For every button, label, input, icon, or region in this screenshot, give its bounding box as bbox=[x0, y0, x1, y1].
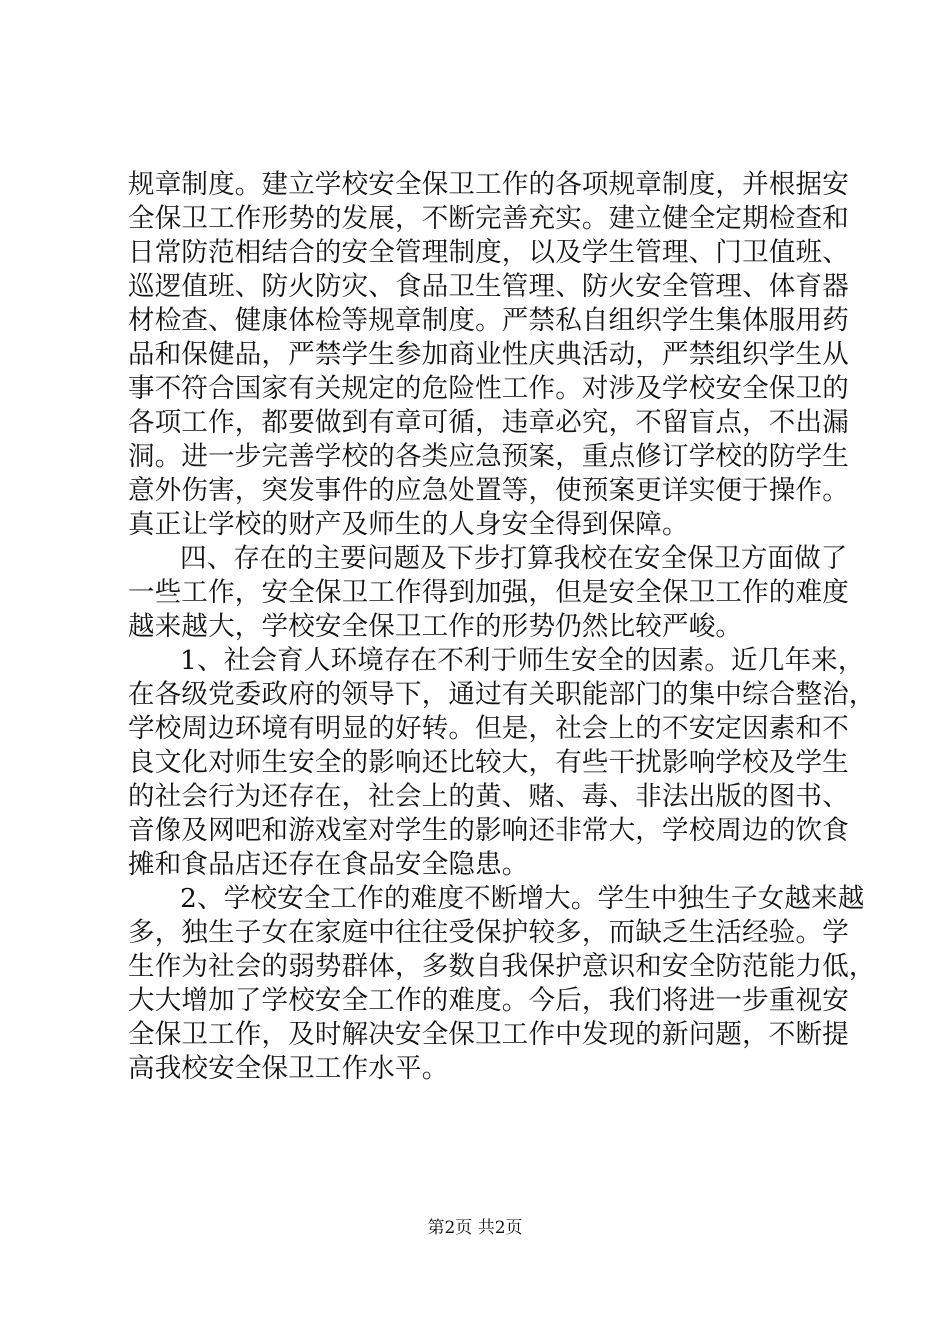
text-line: 多，独生子女在家庭中往往受保护较多，而缺乏生活经验。学 bbox=[128, 917, 849, 948]
text-line: 良文化对师生安全的影响还比较大，有些干扰影响学校及学生 bbox=[128, 747, 849, 778]
text-line: 全保卫工作形势的发展，不断完善充实。建立健全定期检查和 bbox=[128, 203, 849, 234]
text-line: 生作为社会的弱势群体，多数自我保护意识和安全防范能力低， bbox=[128, 951, 876, 982]
text-line: 意外伤害，突发事件的应急处置等，使预案更详实便于操作。 bbox=[128, 475, 849, 506]
text-line: 巡逻值班、防火防灾、食品卫生管理、防火安全管理、体育器 bbox=[128, 271, 849, 302]
text-line: 全保卫工作，及时解决安全保卫工作中发现的新问题，不断提 bbox=[128, 1019, 849, 1050]
text-line: 大大增加了学校安全工作的难度。今后，我们将进一步重视安 bbox=[128, 985, 849, 1016]
text-line: 在各级党委政府的领导下，通过有关职能部门的集中综合整治， bbox=[128, 679, 876, 710]
text-line: 材检查、健康体检等规章制度。严禁私自组织学生集体服用药 bbox=[128, 305, 849, 336]
text-line: 的社会行为还存在，社会上的黄、赌、毒、非法出版的图书、 bbox=[128, 781, 849, 812]
text-line: 一些工作，安全保卫工作得到加强，但是安全保卫工作的难度 bbox=[128, 577, 849, 608]
text-line: 事不符合国家有关规定的危险性工作。对涉及学校安全保卫的 bbox=[128, 373, 849, 404]
text-line: 日常防范相结合的安全管理制度，以及学生管理、门卫值班、 bbox=[128, 237, 849, 268]
text-line: 真正让学校的财产及师生的人身安全得到保障。 bbox=[128, 509, 689, 540]
text-line: 学校周边环境有明显的好转。但是，社会上的不安定因素和不 bbox=[128, 713, 849, 744]
text-line: 洞。进一步完善学校的各类应急预案，重点修订学校的防学生 bbox=[128, 441, 849, 472]
text-line: 高我校安全保卫工作水平。 bbox=[128, 1053, 449, 1084]
text-line: 规章制度。建立学校安全保卫工作的各项规章制度，并根据安 bbox=[128, 169, 849, 200]
paragraph-first-line: 四、存在的主要问题及下步打算我校在安全保卫方面做了 bbox=[180, 543, 848, 574]
page-number-footer: 第2页 共2页 bbox=[427, 1218, 523, 1238]
text-line: 越来越大，学校安全保卫工作的形势仍然比较严峻。 bbox=[128, 611, 743, 642]
text-line: 摊和食品店还存在食品安全隐患。 bbox=[128, 849, 529, 880]
text-line: 品和保健品，严禁学生参加商业性庆典活动，严禁组织学生从 bbox=[128, 339, 849, 370]
text-line: 音像及网吧和游戏室对学生的影响还非常大，学校周边的饮食 bbox=[128, 815, 849, 846]
text-line: 各项工作，都要做到有章可循，违章必究，不留盲点，不出漏 bbox=[128, 407, 849, 438]
paragraph-first-line: 1、社会育人环境存在不利于师生安全的因素。近几年来， bbox=[180, 645, 865, 676]
paragraph-first-line: 2、学校安全工作的难度不断增大。学生中独生子女越来越 bbox=[180, 883, 865, 914]
